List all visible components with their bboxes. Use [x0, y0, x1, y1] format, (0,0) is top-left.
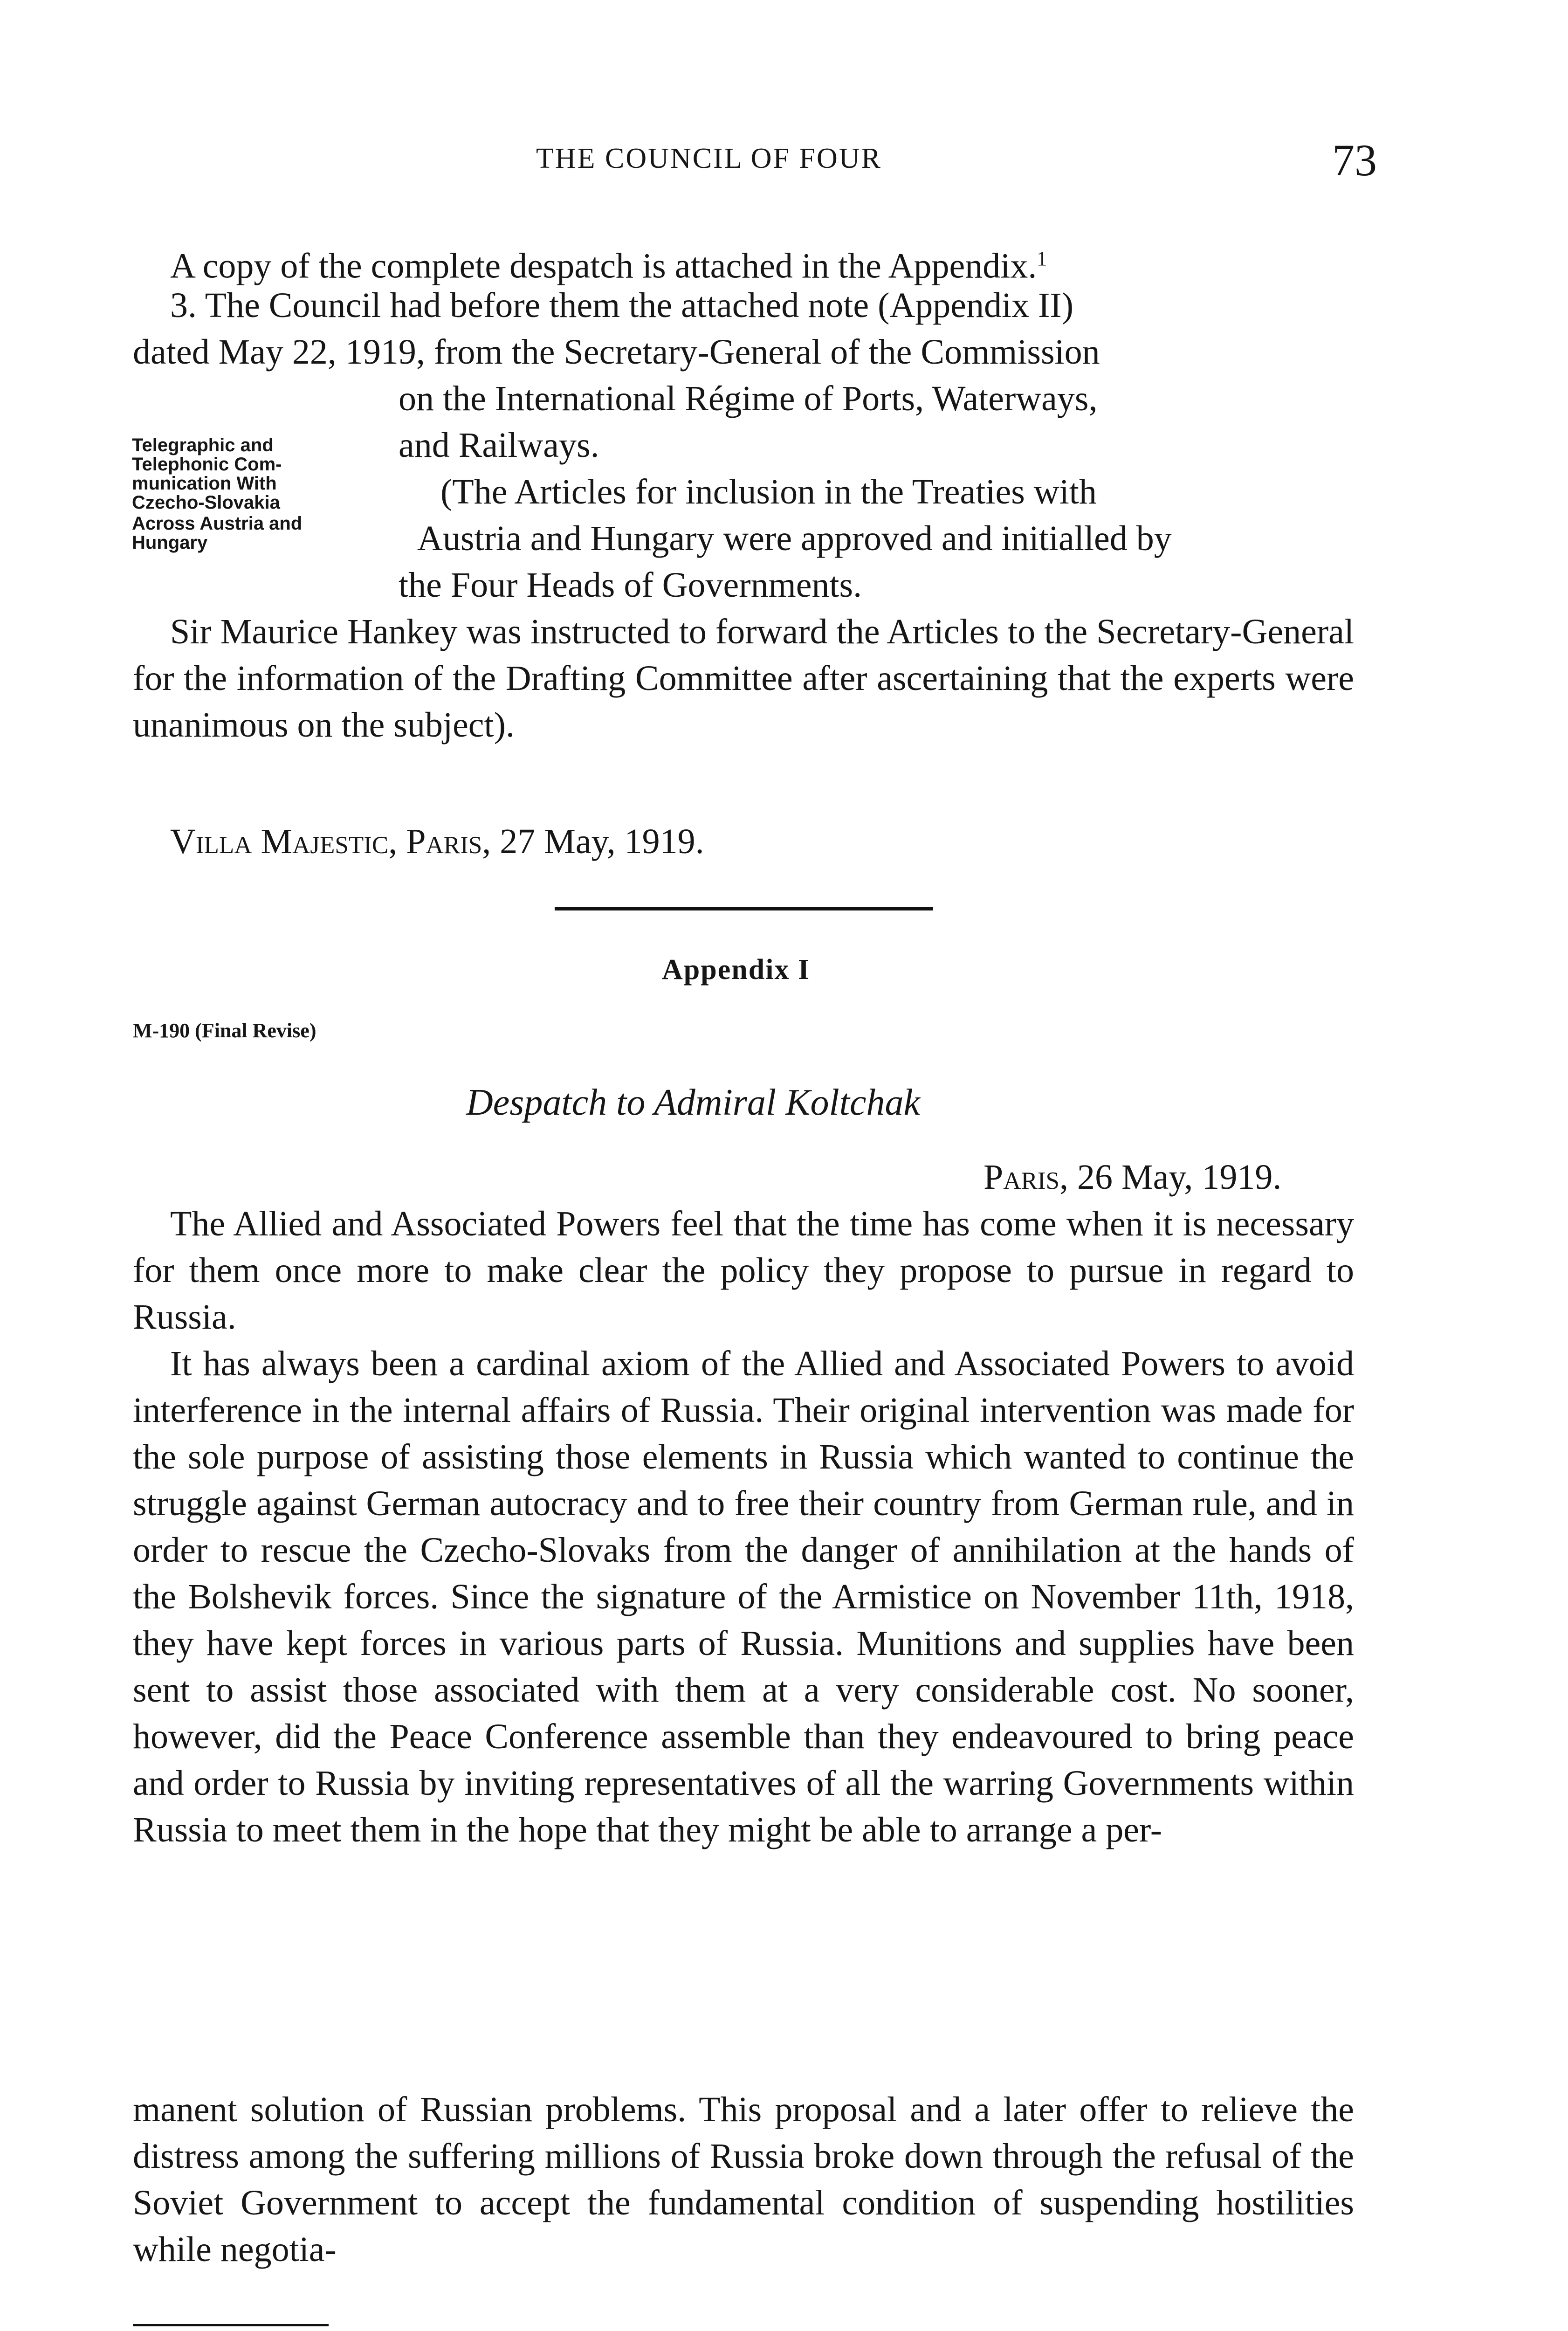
paragraph-3-line-3: on the International Régime of Ports, Waterways,	[399, 379, 1098, 418]
paragraph-3-line-4: and Railways.	[399, 426, 599, 465]
paragraph-hankey: Sir Maurice Hankey was instructed to forward the Articles to the Secretary-General for the information of the Drafting Committee after ascertaining that the experts were unanimous on the subject).	[133, 612, 1354, 745]
dateline-date: 27 May, 1919.	[500, 822, 704, 861]
dateline-date: 26 May, 1919.	[1077, 1158, 1282, 1197]
articles-line-1: (The Articles for inclusion in the Treaties with	[440, 472, 1097, 511]
marginal-note-line: Hungary	[132, 532, 208, 553]
marginal-note-line: Czecho-Slovakia	[132, 492, 280, 513]
paragraph-3-line-1: 3. The Council had before them the attached note (Appendix II)	[170, 286, 1074, 325]
footnote-rule	[133, 2324, 329, 2326]
dateline-villa-majestic	[170, 818, 704, 865]
despatch-title: Despatch to Admiral Koltchak	[466, 1082, 920, 1123]
articles-line-2: Austria and Hungary were approved and initialled by	[417, 519, 1172, 558]
marginal-note-line: munication With	[132, 473, 277, 494]
articles-line-3: the Four Heads of Governments.	[399, 566, 862, 605]
page-number: 73	[1332, 135, 1377, 185]
section-divider	[555, 907, 933, 910]
marginal-note-line: Across Austria and	[132, 513, 303, 534]
dateline-place: Villa Majestic, Paris,	[170, 822, 491, 861]
marginal-note-line: Telegraphic and	[132, 435, 274, 455]
marginal-note-line: Telephonic Com-	[132, 454, 282, 475]
appendix-paragraph-1: The Allied and Associated Powers feel that the time has come when it is necessary for them once more to make clear the policy they propose to pursue in regard to Russia.	[133, 1204, 1354, 1337]
appendix-dateline	[983, 1154, 1281, 1200]
paragraph-copy-of-despatch	[170, 235, 1354, 289]
marginal-note	[132, 436, 393, 552]
document-reference: M-190 (Final Revise)	[133, 1019, 316, 1042]
dateline-place: Paris,	[983, 1158, 1069, 1197]
running-header-title: THE COUNCIL OF FOUR	[536, 143, 882, 174]
appendix-heading: Appendix I	[662, 954, 811, 986]
appendix-paragraph-2-continued: manent solution of Russian problems. This proposal and a later offer to relieve the distress among the suffering millions of Russia broke down through the refusal of the Soviet Government to accept the fundamental condition of suspending hostilities while negotia-	[133, 2090, 1354, 2269]
appendix-paragraph-2: It has always been a cardinal axiom of the Allied and Associated Powers to avoid interference in the internal affairs of Russia. Their original intervention was made for the sole purpose of assisting those elements in Russia which wanted to continue the struggle against German autocracy and to free their country from German rule, and in order to rescue the Czecho-Slovaks from the danger of annihilation at the hands of the Bolshevik forces. Since the signature of the Armistice on November 11th, 1918, they have kept forces in various parts of Russia. Munitions and supplies have been sent to assist those associated with them at a very considerable cost. No sooner, however, did the Peace Conference assemble than they endeavoured to bring peace and order to Russia by inviting representatives of all the warring Governments within Russia to meet them in the hope that they might be able to arrange a per-	[133, 1344, 1354, 1849]
footnote-ref: 1	[1037, 247, 1047, 270]
paragraph-text: A copy of the complete despatch is attached in the Appendix.	[170, 246, 1037, 286]
paragraph-3-line-2: dated May 22, 1919, from the Secretary-General of the Commission	[133, 332, 1100, 372]
